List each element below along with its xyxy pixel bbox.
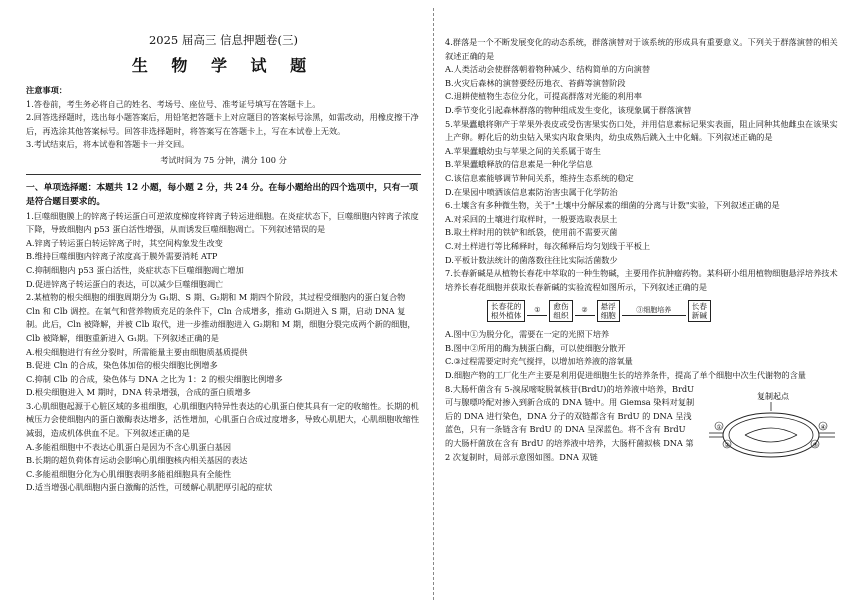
figure-mark-4: ④ [820, 423, 826, 431]
question-5 [445, 118, 843, 200]
option-c: C.退耕使植物生态位分化，可提高群落对光能的利用率 [445, 91, 642, 102]
option-d: D.根尖细胞进入 M 期时，DNA 转录增强，合成的蛋白质增多 [26, 387, 251, 398]
question-4 [445, 36, 843, 118]
question-7 [445, 267, 843, 383]
question-3 [26, 400, 421, 495]
option-d: D.平板计数法统计的菌落数往往比实际活菌数少 [445, 254, 618, 265]
flow-box-suspension: 悬浮 细胞 [597, 300, 620, 322]
question-stem: 7.长春新碱是从植物长春花中萃取的一种生物碱，主要用作抗肿瘤药物。某科研小组用植物细胞悬浮培养技术培养长春花细胞并获取长春新碱的实验流程如图所示，下列叙述正确的是 [445, 268, 838, 292]
option-a: A.锌离子转运蛋白转运锌离子时，其空间构象发生改变 [26, 237, 223, 248]
question-stem: 4.群落是一个不断发展变化的动态系统，群落演替对于该系统的形成具有重要意义。下列关于群落演替的相关叙述正确的是 [445, 37, 838, 61]
question-stem: 6.土壤含有多种微生物，关于"土壤中分解尿素的细菌的分离与计数"实验，下列叙述正确的是 [445, 200, 780, 211]
option-b: B.维持巨噬细胞内锌离子浓度高于膜外需要消耗 ATP [26, 251, 218, 262]
column-divider [433, 8, 435, 600]
option-a: A.多能祖细胞中不表达心肌蛋白是因为不含心肌蛋白基因 [26, 441, 232, 452]
replication-diagram [705, 389, 840, 474]
option-b: B.火灾后森林的演替要经历地衣、苔藓等演替阶段 [445, 77, 626, 88]
option-c: C.多能祖细胞分化为心肌细胞表明多能祖细胞具有全能性 [26, 468, 232, 479]
flow-arrow-1: ① [527, 306, 547, 316]
section-divider [26, 174, 421, 175]
left-column [26, 0, 421, 495]
option-c: C.该信息素能够调节种间关系，维持生态系统的稳定 [445, 172, 634, 183]
question-1 [26, 210, 421, 292]
question-8 [445, 383, 843, 465]
question-2 [26, 291, 421, 400]
notes-item: 1.答卷前，考生务必将自己的姓名、考场号、座位号、准考证号填写在答题卡上。 [26, 98, 321, 109]
option-c: C.抑制细胞内 p53 蛋白活性，炎症状态下巨噬细胞凋亡增加 [26, 264, 244, 275]
option-c: C.抑制 Clb 的合成，染色体与 DNA 之比为 1：2 的根尖细胞比例增多 [26, 373, 283, 384]
flow-box-explant: 长春花的 根外植体 [487, 300, 525, 322]
option-b: B.长期的超负荷体育运动会影响心肌细胞核内相关基因的表达 [26, 455, 248, 466]
option-d: D.在果园中喷洒该信息素防治害虫属于化学防治 [445, 186, 618, 197]
process-flowchart [487, 298, 843, 324]
notes-heading: 注意事项： [26, 85, 67, 95]
section-heading: 一、单项选择题：本题共 12 小题，每小题 2 分，共 24 分。在每小题给出的四个选项中，只有一项是符合题目要求的。 [26, 182, 419, 208]
notes-item: 3.考试结束后，将本试卷和答题卡一并交回。 [26, 139, 190, 150]
flow-box-vincristine: 长春 新碱 [688, 300, 711, 322]
exam-title: 2025 届高三 信息押题卷(三) [148, 33, 299, 47]
option-c: C.③过程需要定时充气搅拌，以增加培养液的溶氧量 [445, 356, 633, 367]
flow-box-callus: 愈伤 组织 [549, 300, 572, 322]
option-a: A.苹果蠹蛾幼虫与苹果之间的关系属于寄生 [445, 145, 601, 156]
option-a: A.根尖细胞进行有丝分裂时，所需能量主要由细胞质基质提供 [26, 346, 248, 357]
option-b: B.苹果蠹蛾释放的信息素是一种化学信息 [445, 159, 593, 170]
notes-item: 2.回答选择题时，选出每小题答案后，用铅笔把答题卡上对应题目的答案标号涂黑，如需改动，用橡皮擦干净后，再选涂其他答案标号。回答非选择题时，将答案写在答题卡上，写在本试卷上无效。 [26, 112, 419, 136]
figure-mark-2: ② [724, 441, 730, 449]
option-b: B.促进 Cln 的合成，染色体加倍的根尖细胞比例增多 [26, 360, 218, 371]
question-6 [445, 199, 843, 267]
option-d: D.季节变化引起森林群落的物种组成发生变化，该现象属于群落演替 [445, 104, 692, 115]
figure-mark-3: ③ [812, 441, 818, 449]
right-column [445, 36, 843, 464]
option-c: C.对土样进行等比稀释时，每次稀释后均匀划线于平板上 [445, 240, 651, 251]
subject-title: 生 物 学 试 题 [131, 56, 316, 75]
option-a: A.对采回的土壤进行取样时，一般要选取表层土 [445, 213, 618, 224]
figure-label: 复制起点 [757, 391, 789, 401]
time-info: 考试时间为 75 分钟，满分 100 分 [160, 154, 287, 165]
option-a: A.人类活动会使群落朝着物种减少、结构简单的方向演替 [445, 64, 651, 75]
flow-arrow-2: ② [575, 306, 595, 316]
question-stem: 3.心肌细胞起源于心脏区域的多祖细胞，心肌细胞内特异性表达的心肌蛋白使其具有一定的收缩性。长期的机械压力会使细胞内的蛋白激酶表达增多，活性增加，心肌蛋白合成过度增多，导致心肌肥大，心肌细胞收缩性减弱，造成机体供血不足。下列叙述正确的是 [26, 400, 420, 439]
flow-arrow-3: ③细胞培养 [622, 306, 686, 316]
question-stem: 2.某植物的根尖细胞的细胞周期分为 G₁期、S 期、G₂期和 M 期四个阶段，其过程受细胞内的蛋白复合物 Cln 和 Clb 调控。在氧气和营养物质充足的条件下，Cln 合成增多，推动 G₁期进入 S 期，启动 DNA 复制。此后，Cln 被降解，并被 Clb 取代，进一步推动细胞进入 G₂期和 M 期，细胞分裂完成两个新的细胞，Clb 被降解，细胞重新进入 G₁期。下列叙述正确的是 [26, 292, 416, 343]
option-b: B.图中②所用的酶为胰蛋白酶，可以使细胞分散开 [445, 342, 626, 353]
option-d: D.适当增强心肌细胞内蛋白激酶的活性，可缓解心肌肥厚引起的症状 [26, 482, 273, 493]
option-a: A.图中①为脱分化，需要在一定的光照下培养 [445, 329, 610, 340]
question-stem: 8.大肠杆菌含有 5-溴尿嘧啶脱氧核苷(BrdU)的培养液中培养，BrdU 可与腺嘌呤配对掺入到新合成的 DNA 链中。用 Giemsa 染料对复制后的 DNA 进行染色，DNA 分子的双链都含有 BrdU 的 DNA 呈浅蓝色，只有一条链含有 BrdU 的 DNA 呈深蓝色。将不含有 BrdU 的大肠杆菌放在含有 BrdU 的培养液中培养，大肠杆菌拟核 DNA 第 2 次复制时，局部示意图如图。DNA 双链 [445, 383, 695, 462]
question-stem: 1.巨噬细胞膜上的锌离子转运蛋白可逆浓度梯度将锌离子转运进细胞。在炎症状态下，巨噬细胞内锌离子浓度下降，导致细胞内 p53 蛋白活性增强，从而诱发巨噬细胞凋亡。下列叙述错误的是 [26, 210, 419, 235]
figure-mark-1: ① [716, 423, 722, 431]
question-stem: 5.苹果蠹蛾将卵产于苹果外表皮或受伤害果实伤口处，并用信息素标记果实表面，阻止同种其他雌虫在该果实上产卵。孵化后的幼虫钻入果实内取食果肉，幼虫成熟后跳入土中化蛹。下列叙述正确的是 [445, 118, 838, 143]
option-d: D.细胞产物的工厂化生产主要是利用促进细胞生长的培养条件，提高了单个细胞中次生代谢物的含量 [445, 370, 806, 381]
option-d: D.促进锌离子转运蛋白的表达，可以减少巨噬细胞凋亡 [26, 278, 224, 289]
option-b: B.取土样时用的铁铲和纸袋，使用前不需要灭菌 [445, 227, 618, 238]
